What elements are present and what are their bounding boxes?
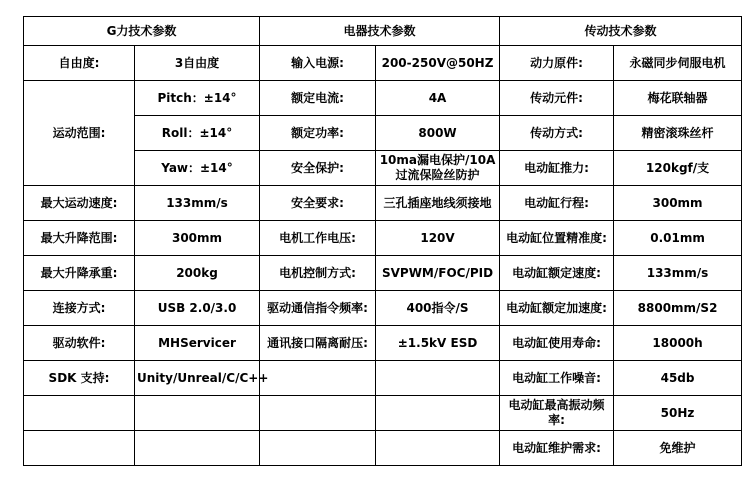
trans-label: 传动方式: [500, 116, 614, 151]
table-row [24, 431, 742, 466]
table-row [24, 396, 742, 431]
elec-label [260, 396, 376, 431]
elec-value: ±1.5kV ESD [376, 326, 500, 361]
g-label [24, 431, 135, 466]
elec-label: 通讯接口隔离耐压: [260, 326, 376, 361]
spec-table-container [23, 16, 742, 466]
electrical-params-header: 电器技术参数 [260, 17, 500, 46]
elec-value: 三孔插座地线须接地 [376, 186, 500, 221]
trans-value: 梅花联轴器 [614, 81, 742, 116]
trans-label: 动力原件: [500, 46, 614, 81]
elec-value [376, 361, 500, 396]
g-value [135, 431, 260, 466]
g-label: 自由度: [24, 46, 135, 81]
g-value: MHServicer [135, 326, 260, 361]
elec-value: SVPWM/FOC/PID [376, 256, 500, 291]
trans-label: 电动缸额定加速度: [500, 291, 614, 326]
elec-value: 4A [376, 81, 500, 116]
elec-value: 800W [376, 116, 500, 151]
elec-value: 200-250V@50HZ [376, 46, 500, 81]
trans-label: 电动缸位置精准度: [500, 221, 614, 256]
table-row [24, 186, 742, 221]
table-row [24, 81, 742, 116]
g-value: USB 2.0/3.0 [135, 291, 260, 326]
trans-value: 0.01mm [614, 221, 742, 256]
trans-value: 50Hz [614, 396, 742, 431]
spec-table [23, 16, 742, 466]
g-value: Unity/Unreal/C/C++ [135, 361, 260, 396]
trans-value: 永磁同步伺服电机 [614, 46, 742, 81]
g-label: 最大升降范围: [24, 221, 135, 256]
trans-value: 300mm [614, 186, 742, 221]
table-row [24, 326, 742, 361]
elec-label: 输入电源: [260, 46, 376, 81]
table-row [24, 46, 742, 81]
trans-label: 电动缸使用寿命: [500, 326, 614, 361]
g-value: Pitch：±14° [135, 81, 260, 116]
g-value [135, 396, 260, 431]
table-row [24, 221, 742, 256]
trans-value: 133mm/s [614, 256, 742, 291]
table-row [24, 256, 742, 291]
trans-label: 电动缸推力: [500, 151, 614, 186]
elec-label: 电机工作电压: [260, 221, 376, 256]
trans-value: 120kgf/支 [614, 151, 742, 186]
trans-label: 电动缸最高振动频率: [500, 396, 614, 431]
trans-value: 免维护 [614, 431, 742, 466]
elec-label: 安全要求: [260, 186, 376, 221]
header-row [24, 17, 742, 46]
g-params-header: G力技术参数 [24, 17, 260, 46]
elec-label: 额定电流: [260, 81, 376, 116]
elec-label: 驱动通信指令频率: [260, 291, 376, 326]
g-label: 最大运动速度: [24, 186, 135, 221]
motion-range-label: 运动范围: [24, 81, 135, 186]
g-label: 最大升降承重: [24, 256, 135, 291]
table-row [24, 291, 742, 326]
g-label [24, 396, 135, 431]
g-label: SDK 支持: [24, 361, 135, 396]
transmission-params-header: 传动技术参数 [500, 17, 742, 46]
elec-label [260, 361, 376, 396]
g-value: 3自由度 [135, 46, 260, 81]
g-label: 连接方式: [24, 291, 135, 326]
trans-label: 电动缸工作噪音: [500, 361, 614, 396]
g-value: 133mm/s [135, 186, 260, 221]
elec-label [260, 431, 376, 466]
elec-label: 额定功率: [260, 116, 376, 151]
trans-label: 电动缸额定速度: [500, 256, 614, 291]
g-label: 驱动软件: [24, 326, 135, 361]
elec-value [376, 431, 500, 466]
trans-value: 精密滚珠丝杆 [614, 116, 742, 151]
table-row [24, 361, 742, 396]
g-value: 300mm [135, 221, 260, 256]
trans-value: 8800mm/S2 [614, 291, 742, 326]
g-value: 200kg [135, 256, 260, 291]
elec-value: 120V [376, 221, 500, 256]
elec-label: 电机控制方式: [260, 256, 376, 291]
trans-label: 电动缸维护需求: [500, 431, 614, 466]
trans-value: 18000h [614, 326, 742, 361]
elec-label: 安全保护: [260, 151, 376, 186]
g-value: Roll：±14° [135, 116, 260, 151]
elec-value: 400指令/S [376, 291, 500, 326]
trans-label: 电动缸行程: [500, 186, 614, 221]
trans-label: 传动元件: [500, 81, 614, 116]
trans-value: 45db [614, 361, 742, 396]
g-value: Yaw：±14° [135, 151, 260, 186]
elec-value [376, 396, 500, 431]
elec-value: 10ma漏电保护/10A过流保险丝防护 [376, 151, 500, 186]
